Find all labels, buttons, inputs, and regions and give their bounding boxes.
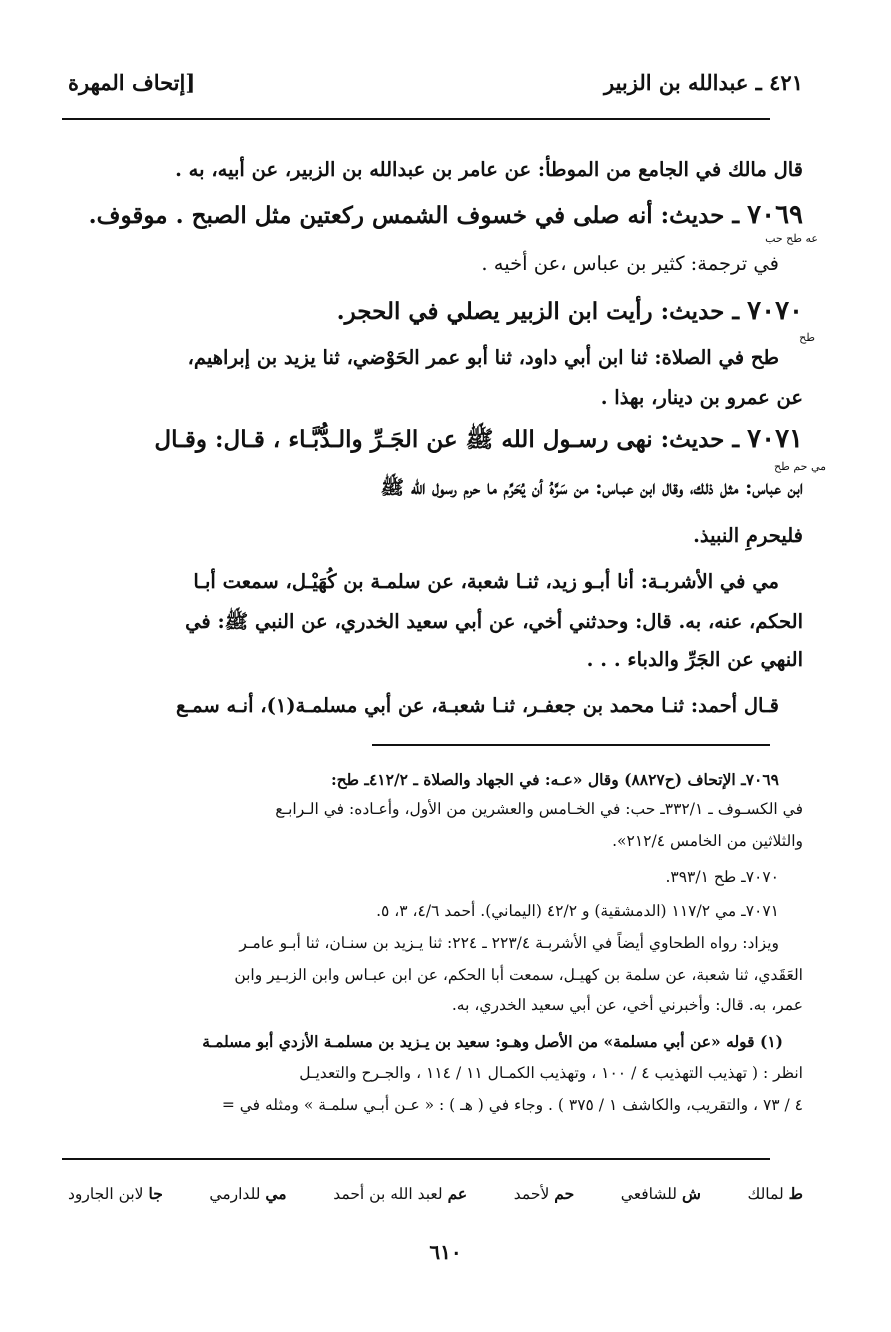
page-number: ٦١٠ xyxy=(429,1240,462,1264)
abbr-item: ش للشافعي xyxy=(620,1184,701,1203)
note-line: ويزاد: رواه الطحاوي أيضاً في الأشربـة ٢٢٣/٤ ـ ٢٢٤: ثنا يـزيد بن سنـان، ثنا أبـو عامـر xyxy=(239,934,779,952)
abbr-item: حم لأحمد xyxy=(513,1184,575,1203)
note-line: في الكسـوف ـ ٣٣٢/١ـ حب: في الخـامس والعشرين من الأول، وأعـاده: في الـرابـع xyxy=(275,800,803,818)
note-line: ٧٠٧٠ـ طح ٣٩٣/١. xyxy=(665,868,779,886)
note-line: عمر، به. قال: وأخبرني أخي، عن أبي سعيد الخدري، به. xyxy=(451,996,803,1014)
footnote-line: انظر : ( تهذيب التهذيب ٤ / ١٠٠ ، وتهذيب الكمـال ١١ / ١١٤ ، والجـرح والتعديـل xyxy=(299,1064,803,1082)
note-line: ٧٠٧١ـ مي ١١٧/٢ (الدمشقية) و ٤٢/٢ (اليماني). أحمد ٤/٦، ٣، ٥. xyxy=(376,902,779,920)
text-line: النهي عن الجَرِّ والدباء . . . xyxy=(586,648,803,671)
abbr-item: مي للدارمي xyxy=(209,1184,287,1203)
source-sigla: مي حم طح xyxy=(773,460,826,473)
hadith-text: ـ حديث: نهى رسـول الله ﷺ عن الجَـرِّ والـدُّبَّـاء ، قـال: وقـال xyxy=(154,426,740,453)
hadith-text: ـ حديث: رأيت ابن الزبير يصلي في الحجر. xyxy=(336,298,740,325)
abbr-item: عم لعبد الله بن أحمد xyxy=(333,1184,468,1203)
hadith-7070 xyxy=(103,296,803,326)
running-header-chapter: ٤٢١ ـ عبدالله بن الزبير xyxy=(604,70,803,95)
hadith-text: ـ حديث: أنه صلى في خسوف الشمس ركعتين مثل الصبح . موقوف. xyxy=(88,202,740,229)
source-sigla: عه طح حب xyxy=(765,232,818,245)
hadith-number: ٧٠٧٠ xyxy=(747,296,803,326)
note-line: ٧٠٦٩ـ الإتحاف (ح٨٨٢٧) وقال «عـه: في الجهاد والصلاة ـ ٤١٢/٢ـ طح: xyxy=(330,770,779,789)
abbreviations-rule xyxy=(62,1158,770,1160)
hadith-number: ٧٠٧١ xyxy=(747,424,803,454)
note-line: العَقَدي، ثنا شعبة، عن سلمة بن كهيـل، سمعت أبا الحكم، عن ابن عبـاس وابن الزبـير وابن xyxy=(234,966,803,984)
abbr-item: جا لابن الجارود xyxy=(68,1184,163,1203)
text-line: قال مالك في الجامع من الموطأ: عن عامر بن عبدالله بن الزبير، عن أبيه، به . xyxy=(175,158,803,181)
hadith-7071 xyxy=(103,424,803,459)
text-line: الحكم، عنه، به. قال: وحدثني أخي، عن أبي سعيد الخدري، عن النبي ﷺ: في xyxy=(185,610,803,633)
text-line: طح في الصلاة: ثنا ابن أبي داود، ثنا أبو عمر الحَوْضي، ثنا يزيد بن إبراهيم، xyxy=(187,346,779,369)
notes-rule xyxy=(372,744,770,746)
text-line: ابن عباس: مثل ذلك، وقال ابن عبـاس: من سَرَّهُ أن يُحَرِّم ما حرم رسول الله ﷺ xyxy=(380,476,803,499)
text-line: قـال أحمد: ثنـا محمد بن جعفـر، ثنـا شعبـة، عن أبي مسلمـة(١)، أنـه سمـع xyxy=(176,694,779,717)
running-header-book: [إتحاف المهرة xyxy=(68,70,196,95)
source-sigla: طح xyxy=(799,331,815,344)
hadith-7069 xyxy=(88,200,803,230)
header-rule xyxy=(62,118,770,120)
abbr-item: ط لمالك xyxy=(747,1184,803,1203)
footnote-line: (١) قوله «عن أبي مسلمة» من الأصل وهـو: سعيد بن يـزيد بن مسلمـة الأزدي أبو مسلمـة xyxy=(202,1032,783,1051)
note-line: والثلاثين من الخامس ٢١٢/٤». xyxy=(612,832,803,850)
hadith-number: ٧٠٦٩ xyxy=(747,200,803,230)
text-line: مي في الأشربـة: أنا أبـو زيد، ثنـا شعبة، عن سلمـة بن كُهَيْـل، سمعت أبـا xyxy=(193,570,779,593)
text-line: عن عمرو بن دينار، بهذا . xyxy=(600,386,803,409)
footnote-line: ٤ / ٧٣ ، والتقريب، والكاشف ١ / ٣٧٥ ) . وجاء في ( هـ ) : « عـن أبـي سلمـة » ومثله في = xyxy=(221,1096,803,1114)
abbreviations-key xyxy=(68,1184,803,1203)
text-line: في ترجمة: كثير بن عباس ،عن أخيه . xyxy=(481,252,779,275)
text-line: فليحرمِ النبيذ. xyxy=(693,524,803,547)
